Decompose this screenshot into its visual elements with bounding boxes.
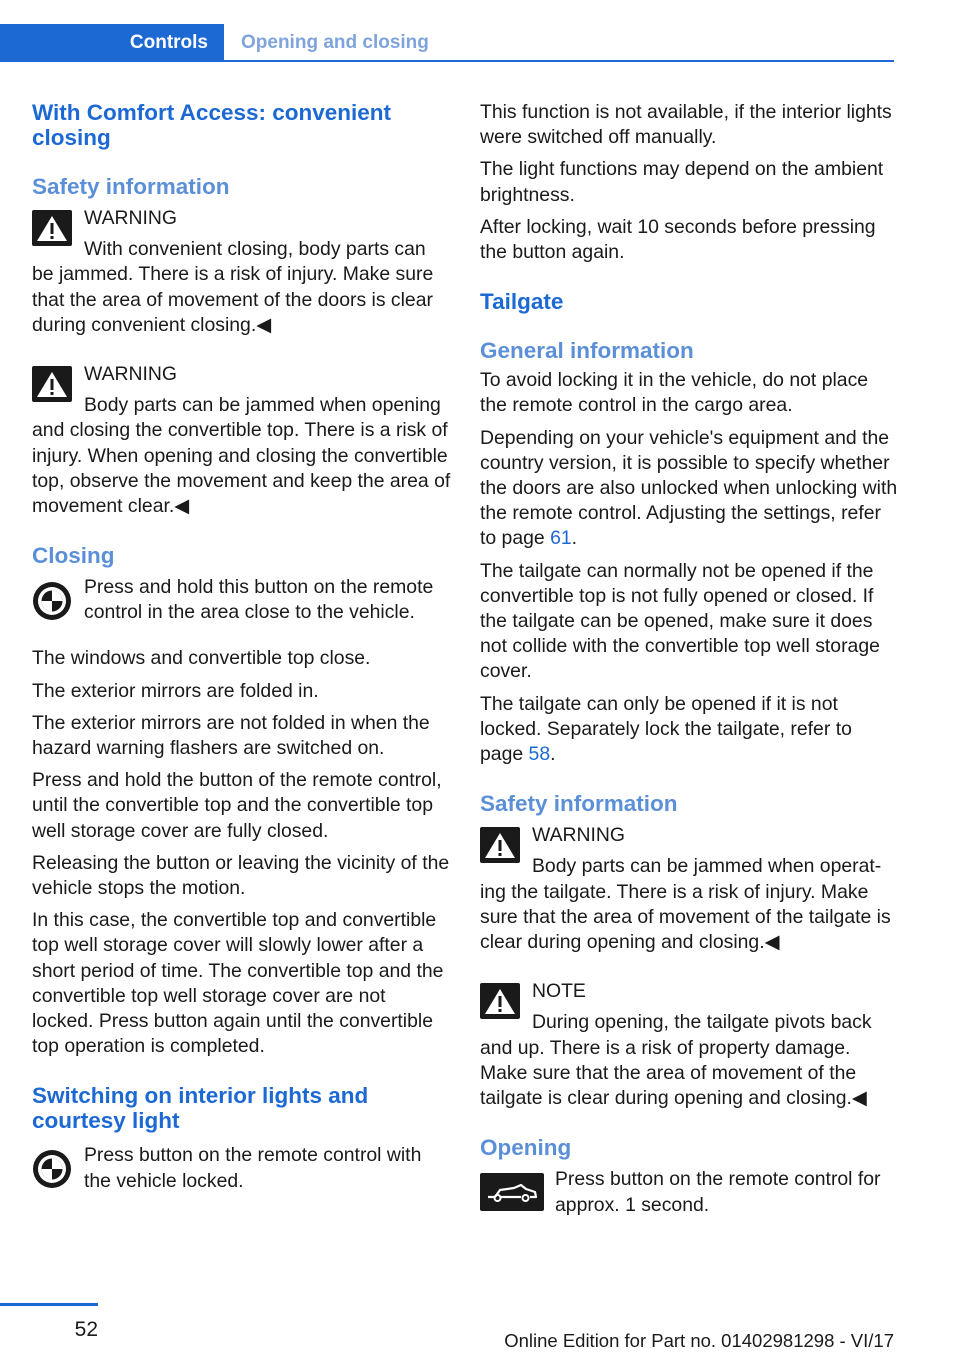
opening-instruction: Press button on the remote control for approx. 1 second. — [555, 1168, 881, 1216]
heading-interior-lights: Switching on interior lights and courtesy light — [32, 1083, 369, 1134]
warning-triangle-icon — [480, 983, 520, 1026]
warning-label: WARNING — [532, 824, 625, 847]
warning-triangle-icon — [32, 366, 72, 409]
heading-general-information: General information — [480, 338, 694, 364]
closing-instruction-block — [32, 575, 452, 630]
heading-opening: Opening — [480, 1135, 572, 1161]
warning-block — [32, 206, 452, 338]
warning-text: Body parts can be jammed when operating the tailgate. There is a risk of injury. Make sure that the area of movement of the tailgate is clear during opening and closing.◀ — [480, 855, 891, 954]
section-tab: Controls — [0, 24, 224, 62]
page-header — [0, 24, 960, 64]
paragraph-text: The tailgate can only be opened if it is not locked. Separately lock the tailgate, refer to page — [480, 692, 852, 766]
chapter-tab: Opening and closing — [241, 32, 429, 53]
heading-safety-information: Safety information — [32, 174, 230, 199]
paragraph: Releasing the button or leaving the vicinity of the vehicle stops the motion. — [32, 851, 450, 900]
paragraph: In this case, the convertible top and convertible top well storage cover will slowly lower after a short period of time. The convertible top and the convertible top well storage cover are not locked. Press button again until the convertible top operation is completed. — [32, 909, 444, 1058]
closing-instruction: Press and hold this button on the remote control in the area close to the vehicle. — [84, 576, 434, 624]
paragraph: This function is not available, if the interior lights were switched off manually. — [480, 101, 892, 149]
note-label: NOTE — [532, 980, 586, 1003]
warning-text: Body parts can be jammed when opening and closing the convertible top. There is a risk of injury. When opening and closing the convertible top, observe the movement and keep the area of movement clear.◀ — [32, 394, 451, 518]
bmw-remote-button-icon — [32, 1149, 72, 1196]
warning-label: WARNING — [84, 363, 177, 386]
interior-instruction-block — [32, 1143, 452, 1198]
edition-footer: Online Edition for Part no. 01402981298 - VI/17 — [504, 1330, 894, 1351]
warning-block — [32, 362, 452, 519]
header-rule — [224, 60, 894, 62]
bmw-remote-button-icon — [32, 581, 72, 628]
heading-convenient-closing: With Comfort Access: convenient closing — [32, 100, 392, 150]
heading-closing: Closing — [32, 543, 115, 569]
note-text: During opening, the tailgate pivots back and up. There is a risk of property damage. Make sure that the area of movement of the tailgate is clear during opening and closing.◀ — [480, 1011, 872, 1110]
tailgate-button-icon — [480, 1173, 544, 1218]
footer-rule — [0, 1303, 98, 1306]
heading-safety-information: Safety information — [480, 791, 678, 817]
warning-text: With convenient closing, body parts can be jammed. There is a risk of injury. Make sure that the area of movement of the doors is clear during convenient closing.◀ — [32, 238, 434, 336]
paragraph: The tailgate can normally not be opened if the convertible top is not fully opened or closed. If the tailgate can be opened, make sure it does not collide with the convertible top well storage cover. — [480, 559, 880, 683]
note-block — [480, 979, 898, 1111]
paragraph: The windows and convertible top close. — [32, 647, 371, 670]
warning-triangle-icon — [480, 827, 520, 870]
page-link-58[interactable]: 58 — [528, 743, 551, 766]
opening-instruction-block — [480, 1167, 898, 1220]
warning-triangle-icon — [32, 210, 72, 253]
paragraph: The exterior mirrors are folded in. — [32, 679, 319, 702]
paragraph: After locking, wait 10 seconds before pressing the button again. — [480, 215, 876, 264]
paragraph: The tailgate can only be opened if it is not locked. Separately lock the tailgate, refer to page 58. — [480, 692, 852, 766]
interior-instruction: Press button on the remote control with the vehicle locked. — [84, 1144, 422, 1192]
right-column — [480, 100, 898, 1227]
paragraph: Press and hold the button of the remote control, until the convertible top and the convertible top well storage cover are fully closed. — [32, 769, 442, 842]
heading-tailgate: Tailgate — [480, 289, 564, 315]
page-number: 52 — [74, 1318, 98, 1341]
paragraph: To avoid locking it in the vehicle, do not place the remote control in the cargo area. — [480, 369, 869, 417]
paragraph-text: Depending on your vehicle's equipment and the country version, it is possible to specify whether the doors are also unlocked when unlocking with the remote control. Adjusting the settings, refer to page — [480, 426, 898, 550]
warning-label: WARNING — [84, 207, 177, 229]
paragraph: The exterior mirrors are not folded in when the hazard warning flashers are switched on. — [32, 711, 430, 760]
warning-block — [480, 823, 898, 955]
left-column — [32, 100, 452, 1205]
page-link-61[interactable]: 61 — [550, 527, 572, 550]
paragraph: The light functions may depend on the ambient brightness. — [480, 158, 884, 206]
paragraph: Depending on your vehicle's equipment and the country version, it is possible to specify whether the doors are also unlocked when unlocking with the remote control. Adjusting the settings, refer to page 61. — [480, 426, 898, 550]
